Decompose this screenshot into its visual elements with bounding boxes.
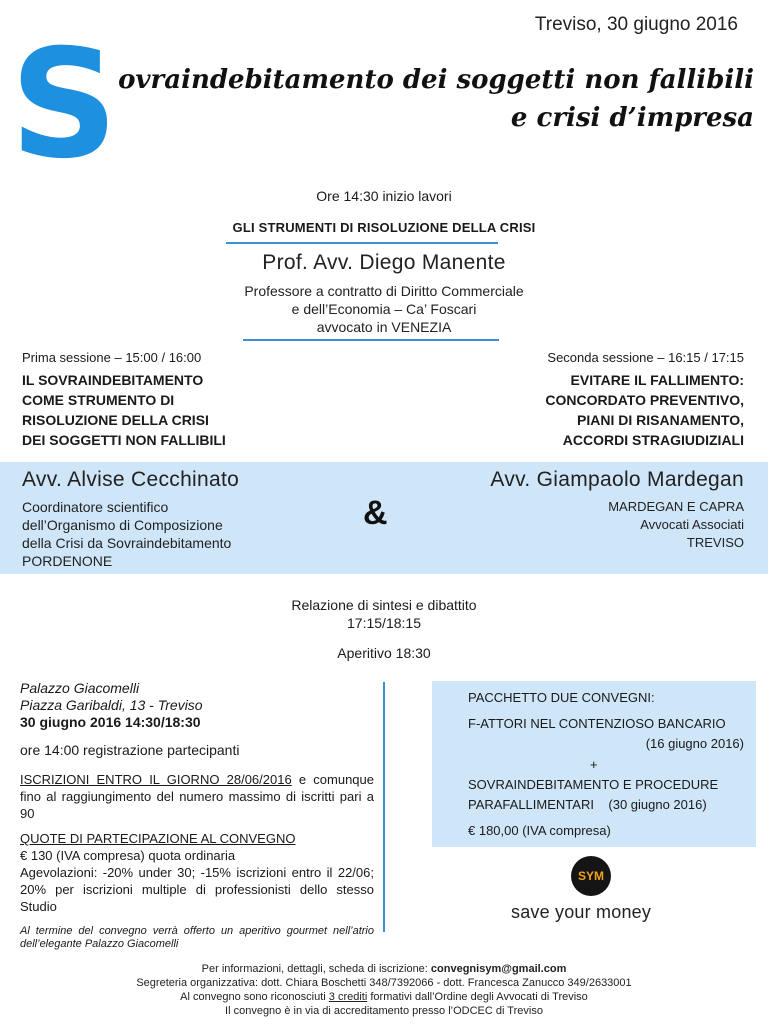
footer-accreditation: Il convegno è in via di accreditamento presso l’ODCEC di Treviso — [225, 1005, 543, 1017]
registration-time: ore 14:00 registrazione partecipanti — [20, 742, 240, 758]
fee-discounts: Agevolazioni: -20% under 30; -15% iscrizioni entro il 22/06; 20% per iscrizioni multiple di professionisti dello stesso Studio — [20, 865, 374, 914]
title-initial-s: S — [10, 18, 119, 192]
affiliation-line: Coordinatore scientifico — [22, 499, 169, 515]
venue-address: Piazza Garibaldi, 13 - Treviso — [20, 697, 203, 713]
speaker-mardegan-affiliation — [608, 498, 744, 552]
main-speaker-affiliation — [0, 282, 768, 336]
session-title-line: RISOLUZIONE DELLA CRISI — [22, 412, 209, 428]
info-prefix: Per informazioni, dettagli, scheda di iscrizione: — [201, 963, 431, 975]
ampersand: & — [363, 494, 388, 532]
registration-deadline — [20, 771, 374, 822]
sym-logo-text: save your money — [511, 902, 652, 922]
session-title-line: DEI SOGGETTI NON FALLIBILI — [22, 432, 226, 448]
deadline-text: e comunque fino al raggiungimento del numero massimo di iscritti pari a 90 — [20, 772, 374, 821]
sym-logo-icon: SYM — [571, 856, 611, 896]
fees-block — [20, 830, 374, 915]
fee-standard: € 130 (IVA compresa) quota ordinaria — [20, 848, 236, 863]
credits-value: 3 crediti — [328, 991, 368, 1003]
package-conference-1-date: (16 giugno 2016) — [645, 736, 744, 751]
credits-prefix: Al convegno sono riconosciuti — [180, 991, 329, 1003]
synthesis-block — [0, 596, 768, 632]
synthesis-label: Relazione di sintesi e dibattito — [291, 597, 477, 613]
topic-heading: GLI STRUMENTI DI RISOLUZIONE DELLA CRISI — [232, 220, 536, 235]
session-title-line: CONCORDATO PREVENTIVO, — [545, 392, 744, 408]
aperitivo-note: Al termine del convegno verrà offerto un aperitivo gourmet nell’atrio dell’elegante Palazzo Giacomelli — [20, 925, 374, 950]
event-date: Treviso, 30 giugno 2016 — [534, 14, 738, 35]
start-time: Ore 14:30 inizio lavori — [316, 188, 452, 204]
footer-info — [0, 962, 768, 976]
footer — [0, 962, 768, 1018]
credits-suffix: formativi dall’Ordine degli Avvocati di Treviso — [367, 991, 588, 1003]
package-conference-2: SOVRAINDEBITAMENTO E PROCEDURE — [468, 777, 719, 792]
affiliation-line: PORDENONE — [22, 553, 113, 569]
package-title: PACCHETTO DUE CONVEGNI: — [468, 690, 655, 705]
affiliation-line: e dell’Economia – Ca’ Foscari — [291, 301, 477, 317]
venue-name: Palazzo Giacomelli — [20, 680, 140, 696]
speaker-cecchinato-affiliation — [22, 498, 231, 570]
affiliation-line: Avvocati Associati — [640, 517, 744, 532]
session-title-line: IL SOVRAINDEBITAMENTO — [22, 372, 204, 388]
deadline-label: ISCRIZIONI ENTRO IL GIORNO 28/06/2016 — [20, 772, 292, 787]
fees-heading: QUOTE DI PARTECIPAZIONE AL CONVEGNO — [20, 831, 296, 846]
column-divider — [383, 682, 385, 932]
affiliation-line: TREVISO — [686, 535, 744, 550]
footer-secretary: Segreteria organizzativa: dott. Chiara Boschetti 348/7392066 - dott. Francesca Zanucco 349/2633001 — [136, 977, 632, 989]
session-title-line: EVITARE IL FALLIMENTO: — [570, 372, 744, 388]
title-line-2: e crisi d’impresa — [510, 103, 754, 133]
session-2-title — [444, 370, 744, 450]
footer-credits — [0, 990, 768, 1004]
venue-block — [20, 680, 374, 731]
venue-datetime: 30 giugno 2016 14:30/18:30 — [20, 714, 201, 730]
main-speaker-name: Prof. Avv. Diego Manente — [262, 251, 506, 274]
session-1-heading: Prima sessione – 15:00 / 16:00 — [22, 350, 202, 365]
package-conference-2-line-2: PARAFALLIMENTARI (30 giugno 2016) — [468, 797, 707, 812]
package-conference-1: F-ATTORI NEL CONTENZIOSO BANCARIO — [468, 716, 726, 731]
title-line-1: ovraindebitamento dei soggetti non fallibili — [118, 65, 754, 95]
divider — [243, 339, 499, 341]
speaker-mardegan-name: Avv. Giampaolo Mardegan — [490, 468, 744, 491]
session-2-heading: Seconda sessione – 16:15 / 17:15 — [547, 350, 744, 365]
session-title-line: PIANI DI RISANAMENTO, — [577, 412, 744, 428]
affiliation-line: Professore a contratto di Diritto Commerciale — [244, 283, 524, 299]
affiliation-line: MARDEGAN E CAPRA — [608, 499, 744, 514]
session-title-line: COME STRUMENTO DI — [22, 392, 175, 408]
package-plus: + — [590, 757, 598, 772]
contact-email: convegnisym@gmail.com — [430, 963, 567, 975]
speaker-cecchinato-name: Avv. Alvise Cecchinato — [22, 468, 240, 491]
divider — [226, 242, 498, 244]
aperitivo-time: Aperitivo 18:30 — [337, 645, 431, 661]
synthesis-time: 17:15/18:15 — [347, 615, 421, 631]
affiliation-line: avvocato in VENEZIA — [316, 319, 452, 335]
session-title-line: ACCORDI STRAGIUDIZIALI — [562, 432, 744, 448]
affiliation-line: dell’Organismo di Composizione — [22, 517, 223, 533]
session-1-title — [22, 370, 282, 450]
package-price: € 180,00 (IVA compresa) — [468, 823, 611, 838]
affiliation-line: della Crisi da Sovraindebitamento — [22, 535, 232, 551]
